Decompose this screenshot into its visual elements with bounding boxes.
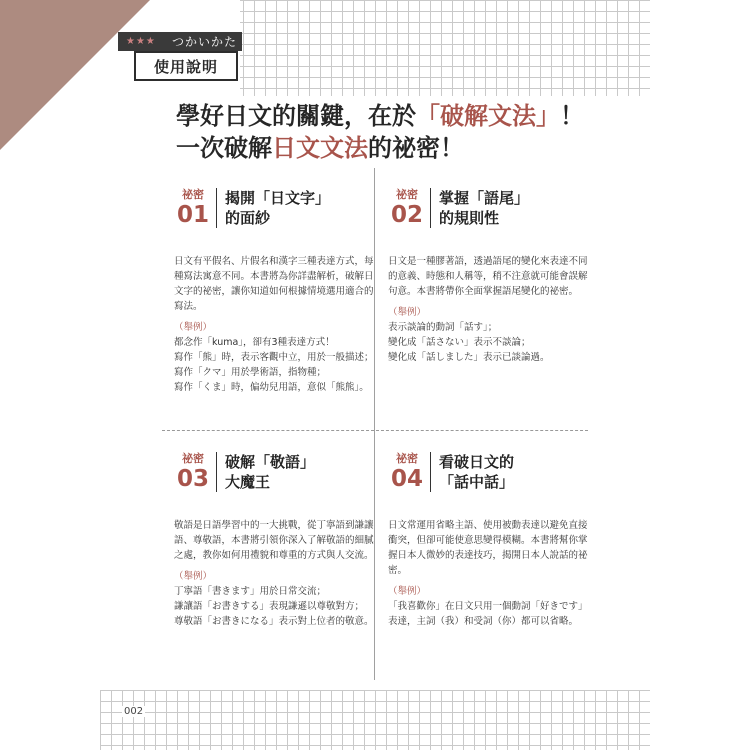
secret-body: 敬語是日語學習中的一大挑戰，從丁寧語到謙讓語、尊敬語，本書將引領你深入了解敬語的細膩之處，教你如何用禮貌和尊重的方式與人交流。 <box>174 520 374 561</box>
secret-card-02 <box>388 188 588 365</box>
secret-card-03 <box>174 452 374 629</box>
secret-title: 看破日文的 「話中話」 <box>439 453 515 491</box>
secret-badge: 祕密 03 <box>174 452 217 492</box>
headline-line-2: 一次破解日文文法的祕密！ <box>176 134 464 162</box>
secret-card-04 <box>388 452 588 629</box>
example-line: 寫作「くま」時，偏幼兒用語，意似「熊熊」。 <box>174 382 369 393</box>
example-label: （舉例） <box>388 307 427 318</box>
horizontal-divider <box>162 430 588 431</box>
vertical-divider <box>374 168 375 680</box>
example-line: 丁寧語「書きます」用於日常交流； <box>174 586 327 597</box>
secret-title: 破解「敬語」 大魔王 <box>225 453 316 491</box>
secret-title: 掌握「語尾」 的規則性 <box>439 189 530 227</box>
example-label: （舉例） <box>388 586 427 597</box>
example-line: 寫作「クマ」用於學術語，指物種； <box>174 367 327 378</box>
grid-background-bottom <box>100 690 650 750</box>
section-label-bar <box>118 32 242 51</box>
headline-highlight-1: 「破解文法」 <box>416 102 560 130</box>
headline-highlight-2: 日文文法 <box>272 134 368 162</box>
secret-badge: 祕密 02 <box>388 188 431 228</box>
secret-badge: 祕密 01 <box>174 188 217 228</box>
example-line: 寫作「熊」時，表示客觀中立，用於一般描述； <box>174 352 374 363</box>
stars-icon: ★★★ <box>126 36 156 47</box>
example-line: 變化成「話しました」表示已談論過。 <box>388 352 550 363</box>
example-line: 變化成「話さない」表示不談論； <box>388 337 531 348</box>
example-line: 都念作「kuma」，卻有3種表達方式！ <box>174 337 335 348</box>
secret-body: 日文是一種膠著語，透過語尾的變化來表達不同的意義、時態和人稱等，稍不注意就可能會誤解句意。本書將帶你全面掌握語尾變化的祕密。 <box>388 256 588 297</box>
secret-badge: 祕密 04 <box>388 452 431 492</box>
example-label: （舉例） <box>174 571 213 582</box>
secret-body: 日文有平假名、片假名和漢字三種表達方式，每種寫法寓意不同。本書將為你詳盡解析，破解日文字的祕密，讓你知道如何根據情境選用適合的寫法。 <box>174 256 374 312</box>
corner-triangle <box>0 0 150 150</box>
secrets-panel <box>162 168 588 680</box>
section-subtitle: つかいかた <box>172 35 238 49</box>
example-line: 「我喜歡你」在日文只用一個動詞「好きです」表達，主詞（我）和受詞（你）都可以省略。 <box>388 601 588 627</box>
section-title: 使用說明 <box>134 51 238 81</box>
example-label: （舉例） <box>174 322 213 333</box>
example-line: 尊敬語「お書きになる」表示對上位者的敬意。 <box>174 616 374 627</box>
example-line: 謙讓語「お書きする」表現謙遜以尊敬對方； <box>174 601 365 612</box>
secret-body: 日文常運用省略主語、使用被動表達以避免直接衝突，但卻可能使意思變得模糊。本書將幫你掌握日本人微妙的表達技巧，揭開日本人說話的祕密。 <box>388 520 588 576</box>
secret-card-01 <box>174 188 374 395</box>
page-number: 002 <box>124 706 144 717</box>
headline-line-1: 學好日文的關鍵，在於「破解文法」！ <box>176 102 584 130</box>
example-line: 表示談論的動詞「話す」； <box>388 322 498 333</box>
headline <box>176 100 676 164</box>
secret-title: 揭開「日文字」 的面紗 <box>225 189 331 227</box>
